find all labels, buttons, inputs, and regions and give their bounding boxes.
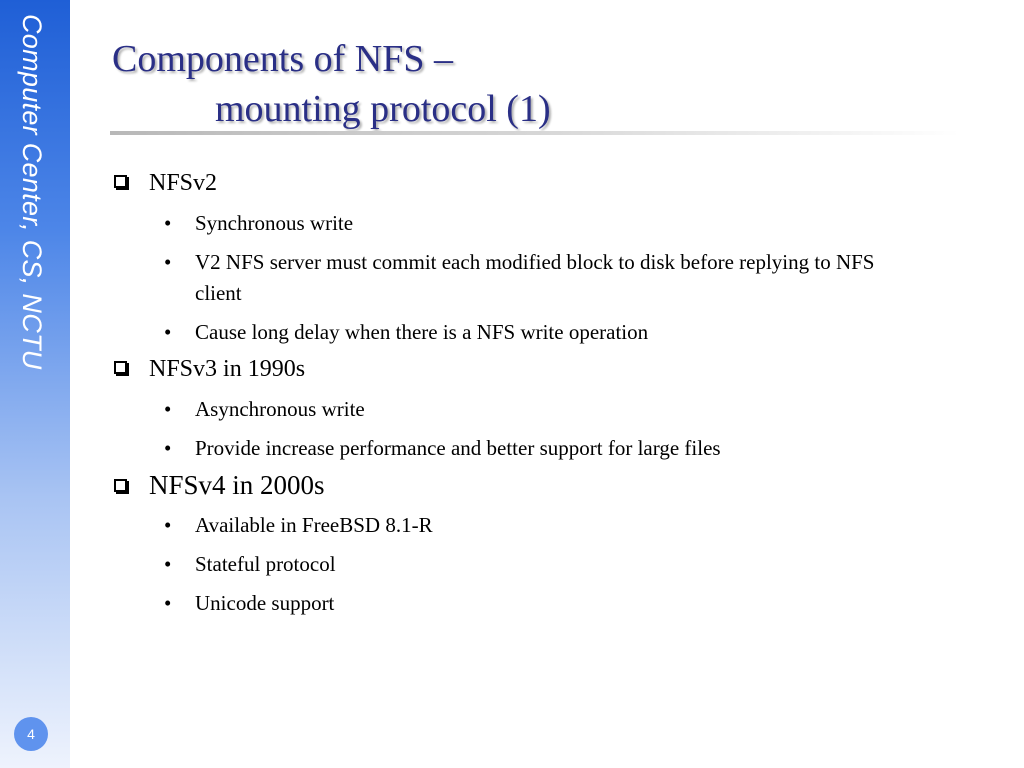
section-nfsv4	[112, 468, 902, 619]
bullet-heading	[112, 468, 902, 502]
bullet-dot-icon: •	[164, 591, 172, 615]
list-item	[112, 433, 902, 464]
heading-text: NFSv2	[149, 170, 218, 196]
slide-content	[112, 162, 902, 619]
page-number-badge: 4	[14, 717, 48, 751]
list-item	[112, 588, 902, 619]
list-item-text: Stateful protocol	[195, 552, 336, 576]
bullet-dot-icon: •	[164, 211, 172, 235]
heading-text: NFSv4 in 2000s	[149, 470, 325, 500]
list-item-text: Available in FreeBSD 8.1-R	[195, 513, 433, 537]
sidebar	[0, 0, 70, 768]
bullet-dot-icon: •	[164, 397, 172, 421]
list-item-text: Unicode support	[195, 591, 335, 615]
bullet-heading	[112, 166, 902, 200]
title-line-2: mounting protocol (1)	[215, 88, 551, 130]
section-nfsv2	[112, 166, 902, 348]
list-item	[112, 247, 902, 309]
list-item-text: V2 NFS server must commit each modified block to disk before replying to NFS client	[195, 250, 875, 305]
bullet-dot-icon: •	[164, 320, 172, 344]
list-item	[112, 549, 902, 580]
checkbox-bullet-icon	[114, 361, 127, 374]
list-item-text: Provide increase performance and better support for large files	[195, 436, 721, 460]
list-item-text: Asynchronous write	[195, 397, 365, 421]
checkbox-bullet-icon	[114, 479, 127, 492]
bullet-heading	[112, 352, 902, 386]
list-item	[112, 317, 902, 348]
title-divider	[110, 131, 960, 135]
bullet-dot-icon: •	[164, 436, 172, 460]
list-item	[112, 208, 902, 239]
heading-text: NFSv3 in 1990s	[149, 356, 306, 382]
list-item-text: Cause long delay when there is a NFS write operation	[195, 320, 649, 344]
bullet-dot-icon: •	[164, 513, 172, 537]
sidebar-label: Computer Center, CS, NCTU	[17, 14, 47, 370]
checkbox-bullet-icon	[114, 175, 127, 188]
bullet-dot-icon: •	[164, 552, 172, 576]
list-item	[112, 510, 902, 541]
section-nfsv3	[112, 352, 902, 464]
title-line-1: Components of NFS –	[112, 38, 453, 80]
list-item-text: Synchronous write	[195, 211, 354, 235]
bullet-dot-icon: •	[164, 250, 172, 274]
slide-title	[112, 34, 551, 134]
list-item	[112, 394, 902, 425]
